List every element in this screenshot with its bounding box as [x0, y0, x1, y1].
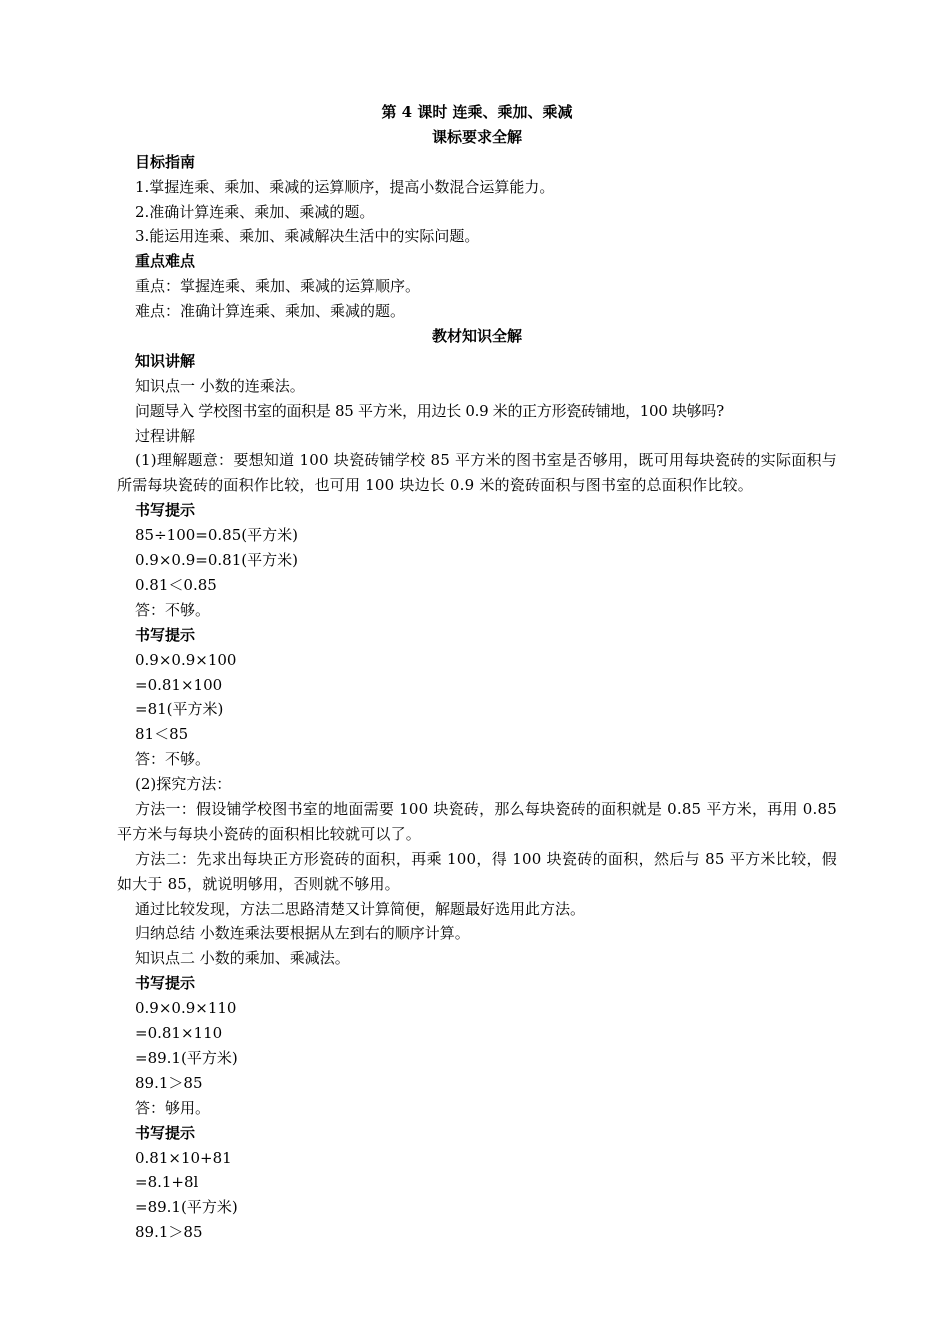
calc-line: 0.9×0.9×100: [135, 650, 237, 669]
calc-line: =0.81×100: [135, 675, 223, 694]
calc-line: =89.1(平方米): [135, 1048, 238, 1067]
calc-line: 0.9×0.9=0.81(平方米): [135, 551, 298, 570]
calc-line: =89.1(平方米): [135, 1198, 238, 1217]
knowledge-heading: 知识讲解: [135, 351, 196, 370]
writing-hint-label: 书写提示: [135, 501, 196, 520]
calc-line: =8.1+8l: [135, 1173, 199, 1192]
writing-hint-label: 书写提示: [135, 1123, 196, 1142]
calc-line: 0.81＜0.85: [135, 575, 217, 594]
method1-paragraph: 方法一：假设铺学校图书室的地面需要 100 块瓷砖，那么每块瓷砖的面积就是 0.85 平方米，再用 0.85 平方米与每块小瓷砖的面积相比较就可以了。: [117, 799, 837, 843]
comparison-note: 通过比较发现，方法二思路清楚又计算简便，解题最好选用此方法。: [135, 899, 586, 918]
answer-line: 答：不够。: [135, 600, 211, 619]
writing-hint-label: 书写提示: [135, 625, 196, 644]
calc-line: 89.1＞85: [135, 1073, 203, 1092]
key-heading: 重点难点: [135, 252, 196, 271]
document-page: [117, 100, 837, 1245]
key-point: 重点：掌握连乘、乘加、乘减的运算顺序。: [135, 277, 421, 296]
writing-hint-label: 书写提示: [135, 974, 196, 993]
difficult-point: 难点：准确计算连乘、乘加、乘减的题。: [135, 302, 406, 321]
calc-line: 89.1＞85: [135, 1223, 203, 1242]
goal-item: 1.掌握连乘、乘加、乘减的运算顺序，提高小数混合运算能力。: [135, 177, 555, 196]
goal-heading: 目标指南: [135, 152, 196, 171]
summary-note: 归纳总结 小数连乘法要根据从左到右的顺序计算。: [135, 924, 470, 943]
calc-line: 81＜85: [135, 725, 189, 744]
question-intro: 问题导入 学校图书室的面积是 85 平方米，用边长 0.9 米的正方形瓷砖铺地，100 块够吗?: [135, 401, 724, 420]
method2-paragraph: 方法二：先求出每块正方形瓷砖的面积，再乘 100，得 100 块瓷砖的面积，然后与 85 平方米比较，假如大于 85，就说明够用，否则就不够用。: [117, 849, 837, 893]
answer-line: 答：够用。: [135, 1098, 211, 1117]
answer-line: 答：不够。: [135, 750, 211, 769]
section-heading-curriculum: 课标要求全解: [431, 127, 522, 146]
section-heading-textbook: 教材知识全解: [431, 327, 522, 346]
goal-item: 2.准确计算连乘、乘加、乘减的题。: [135, 202, 375, 221]
calc-line: 0.81×10+81: [135, 1148, 232, 1167]
process-label: 过程讲解: [135, 426, 196, 445]
page-title: 第 4 课时 连乘、乘加、乘减: [381, 103, 573, 121]
calc-line: =0.81×110: [135, 1024, 223, 1043]
knowledge-point-2: 知识点二 小数的乘加、乘减法。: [135, 949, 350, 968]
step2-label: (2)探究方法：: [135, 775, 232, 794]
calc-line: =81(平方米): [135, 700, 224, 719]
calc-line: 85÷100=0.85(平方米): [135, 526, 298, 545]
knowledge-point-1: 知识点一 小数的连乘法。: [135, 376, 305, 395]
step1-paragraph: (1)理解题意：要想知道 100 块瓷砖铺学校 85 平方米的图书室是否够用，既可用每块瓷砖的实际面积与所需每块瓷砖的面积作比较，也可用 100 块边长 0.9 米的瓷砖面积与图书室的总面积作比较。: [117, 451, 837, 495]
goal-item: 3.能运用连乘、乘加、乘减解决生活中的实际问题。: [135, 227, 480, 246]
calc-line: 0.9×0.9×110: [135, 999, 237, 1018]
